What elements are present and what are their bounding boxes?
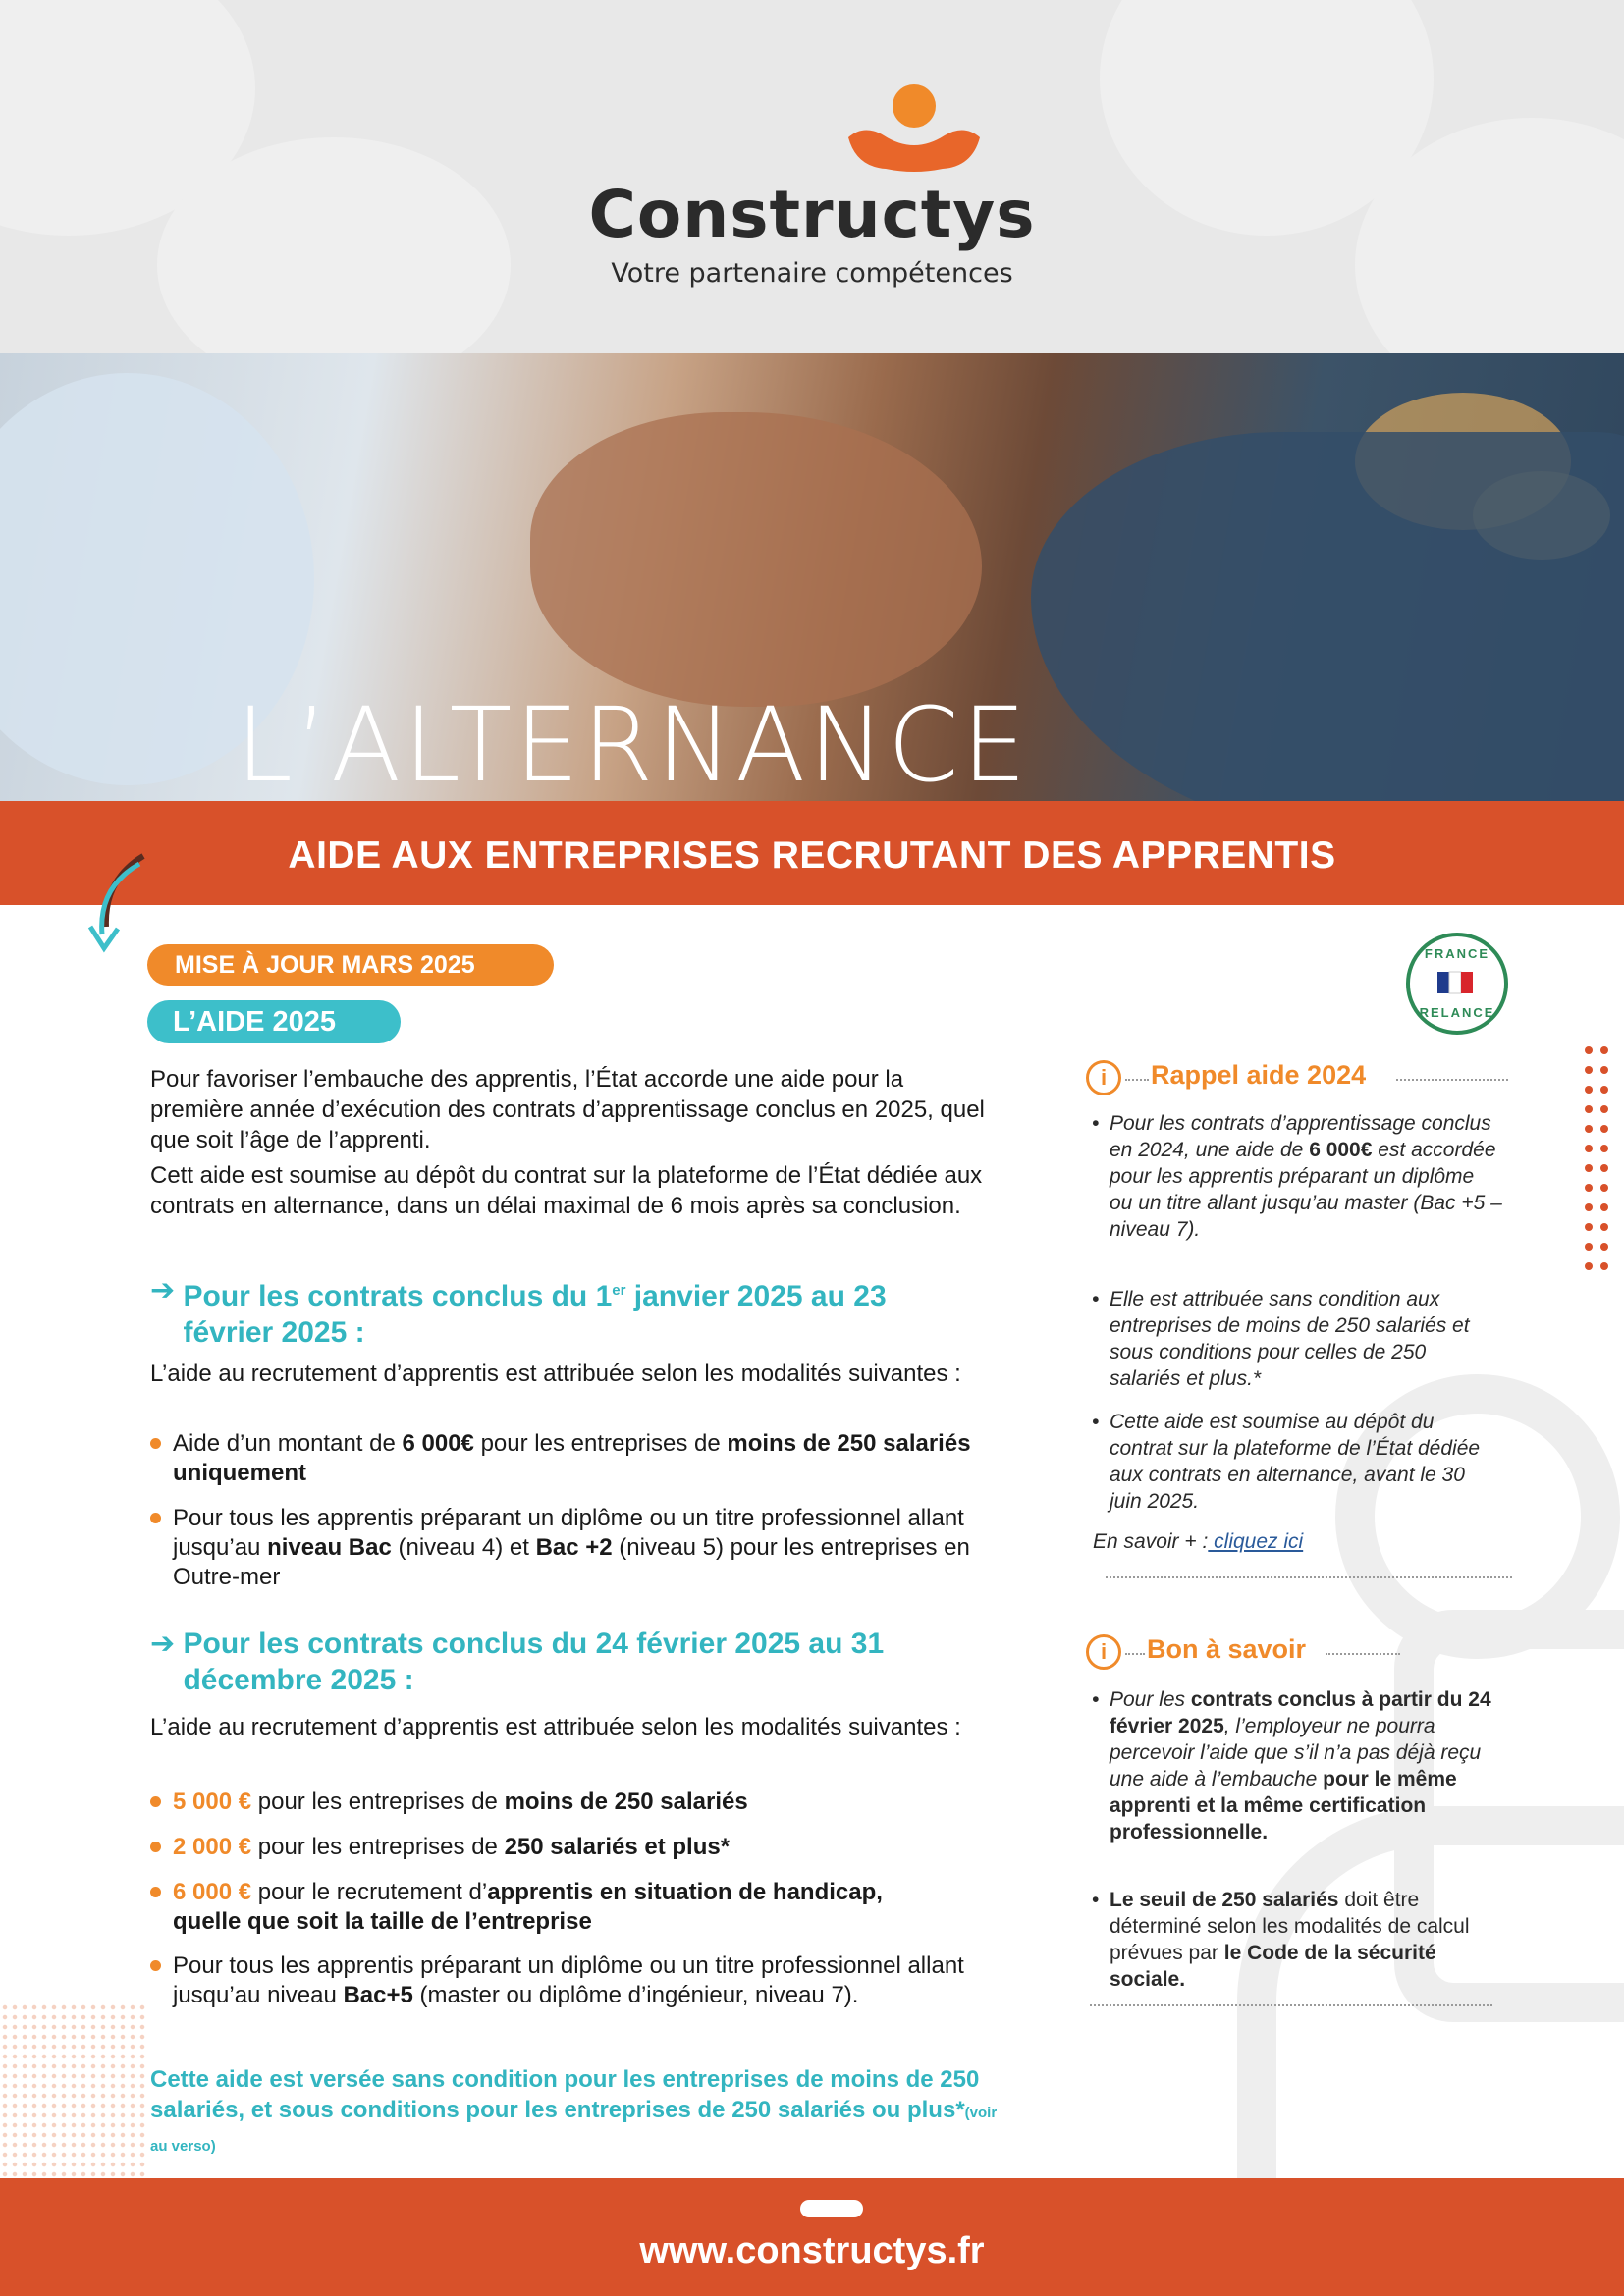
text: (niveau 4) et xyxy=(391,1534,536,1561)
text: Pour tous les apprentis préparant un diplôme ou un titre professionnel allant jusqu’au niveau xyxy=(173,1952,964,2008)
seal-bottom-text: RELANCE xyxy=(1419,1005,1495,1020)
section1-lead: L’aide au recrutement d’apprentis est attribuée selon les modalités suivantes : xyxy=(150,1361,961,1387)
info-icon: i xyxy=(1086,1060,1121,1095)
amount: 6 000 € xyxy=(173,1879,252,1905)
text: pour les entreprises de xyxy=(473,1430,728,1457)
emphasis: Bac+5 xyxy=(343,1982,413,2008)
text: est accordée pour les apprentis préparant un diplôme ou un titre allant jusqu’au master (Bac +5 – niveau 7). xyxy=(1110,1139,1502,1241)
more-info-link[interactable]: cliquez ici xyxy=(1208,1530,1304,1553)
arrow-right-icon: ➔ xyxy=(150,1274,176,1307)
brand-name: Constructys xyxy=(588,177,1036,252)
text: (niveau 5) pour les entreprises en Outre-mer xyxy=(173,1534,970,1590)
constructys-logo-icon xyxy=(844,80,984,179)
footer-handle-icon xyxy=(800,2200,863,2217)
section1-heading-sup: er xyxy=(612,1282,626,1299)
rappel-more xyxy=(1093,1528,1505,1555)
emphasis: apprentis en situation de handicap, quelle que soit la taille de l’entreprise xyxy=(173,1879,883,1935)
bullet-mark: • xyxy=(1092,1411,1100,1433)
divider xyxy=(1125,1653,1145,1655)
text: pour les entreprises de xyxy=(251,1834,505,1860)
note-reference: (voir au verso) xyxy=(150,2105,998,2155)
bullet-mark: • xyxy=(1092,1112,1100,1135)
rappel-title: Rappel aide 2024 xyxy=(1151,1060,1367,1090)
section2-bullet-3 xyxy=(173,1878,919,1937)
section2-bullet-1 xyxy=(173,1788,998,1817)
seal-top-text: FRANCE xyxy=(1424,946,1490,961)
bullet-mark: • xyxy=(1092,1688,1100,1711)
divider xyxy=(1326,1653,1400,1655)
section2-heading xyxy=(150,1626,995,1698)
section1-heading-end: janvier 2025 au 23 février 2025 : xyxy=(183,1280,887,1349)
emphasis: pour le même apprenti et la même certification professionnelle. xyxy=(1110,1768,1457,1843)
section1-heading xyxy=(150,1272,995,1351)
intro-paragraph-1: Pour favoriser l’embauche des apprentis, l’État accorde une aide pour la première année d’exécution des contrats d’apprentissage conclus en 2025, quel que soit l’âge de l’apprenti. xyxy=(150,1066,985,1153)
banner-title: AIDE AUX ENTREPRISES RECRUTANT DES APPRENTIS xyxy=(288,834,1336,877)
emphasis: moins de 250 salariés xyxy=(504,1789,748,1815)
section1-bullet-2 xyxy=(173,1504,988,1592)
rappel-item-1 xyxy=(1090,1110,1502,1243)
divider xyxy=(1125,1079,1149,1081)
dot-pattern xyxy=(1583,1044,1612,1286)
more-label: En savoir + : xyxy=(1093,1530,1209,1553)
aid-badge: L’AIDE 2025 xyxy=(147,1000,401,1043)
emphasis: le Code de la sécurité sociale. xyxy=(1110,1942,1436,1991)
emphasis: Bac +2 xyxy=(535,1534,613,1561)
emphasis: Le seuil de 250 salariés xyxy=(1110,1889,1339,1911)
denim-sleeve-shape xyxy=(1031,432,1624,801)
emphasis: moins de 250 salariés uniquement xyxy=(173,1430,971,1486)
bon-title: Bon à savoir xyxy=(1147,1634,1307,1664)
info-icon: i xyxy=(1086,1634,1121,1670)
update-badge: MISE À JOUR MARS 2025 xyxy=(147,944,554,986)
divider xyxy=(1396,1079,1508,1081)
bullet-dot xyxy=(150,1960,161,1971)
section2-heading-text: Pour les contrats conclus du 24 février 2025 au 31 décembre 2025 : xyxy=(183,1628,885,1696)
halftone-pattern xyxy=(0,2002,147,2179)
handshake-shape xyxy=(530,412,982,707)
text: Elle est attribuée sans condition aux entreprises de moins de 250 salariés et sous conditions pour celles de 250 salariés et plus.* xyxy=(1110,1288,1470,1390)
note-text: Cette aide est versée sans condition pour les entreprises de moins de 250 salariés, et sous conditions pour les entreprises de 250 salariés ou plus* xyxy=(150,2066,980,2123)
bon-item-2 xyxy=(1090,1887,1502,1993)
text: pour les entreprises de xyxy=(251,1789,505,1815)
bullet-mark: • xyxy=(1092,1288,1100,1310)
website-link[interactable]: www.constructys.fr xyxy=(639,2230,985,2271)
brand-block xyxy=(0,177,1624,289)
text: pour le recrutement d’ xyxy=(251,1879,488,1905)
text: , l’employeur ne pourra percevoir l’aide que s’il n’a pas déjà reçu une aide à l’embauche xyxy=(1110,1715,1482,1790)
divider xyxy=(1090,2004,1492,2006)
france-relance-seal xyxy=(1406,933,1508,1035)
text: (master ou diplôme d’ingénieur, niveau 7). xyxy=(412,1982,859,2008)
hero-title: L’ALTERNANCE xyxy=(236,685,1030,801)
text: Cette aide est soumise au dépôt du contrat sur la plateforme de l’État dédiée aux contrats en alternance, avant le 30 juin 2025. xyxy=(1110,1411,1481,1513)
decor-shoulder-outline xyxy=(1237,1806,1624,2218)
curved-arrow-icon xyxy=(84,850,153,968)
amount: 6 000€ xyxy=(1309,1139,1373,1161)
flag-icon xyxy=(1435,968,1481,999)
section1-heading-start: Pour les contrats conclus du 1 xyxy=(183,1280,613,1312)
bullet-dot xyxy=(150,1842,161,1852)
emphasis: contrats conclus à partir du 24 février 2025 xyxy=(1110,1688,1491,1737)
amount: 6 000€ xyxy=(402,1430,474,1457)
section2-lead: L’aide au recrutement d’apprentis est attribuée selon les modalités suivantes : xyxy=(150,1714,961,1740)
arrow-right-icon: ➔ xyxy=(150,1628,176,1660)
text: doit être déterminé selon les modalités de calcul prévues par xyxy=(1110,1889,1470,1964)
divider xyxy=(1106,1576,1512,1578)
section2-note xyxy=(150,2064,1004,2162)
bullet-dot xyxy=(150,1513,161,1523)
amount: 2 000 € xyxy=(173,1834,252,1860)
text: Pour les contrats d’apprentissage conclus en 2024, une aide de xyxy=(1110,1112,1491,1161)
section1-bullet-1 xyxy=(173,1429,998,1488)
intro-paragraph-2: Cett aide est soumise au dépôt du contrat sur la plateforme de l’État dédiée aux contrats en alternance, dans un délai maximal de 6 mois après sa conclusion. xyxy=(150,1162,983,1219)
emphasis: niveau Bac xyxy=(267,1534,392,1561)
text: Pour les xyxy=(1110,1688,1191,1711)
text: Pour tous les apprentis préparant un diplôme ou un titre professionnel allant jusqu’au xyxy=(173,1505,964,1561)
bullet-dot xyxy=(150,1796,161,1807)
bon-item-1 xyxy=(1090,1686,1502,1845)
bullet-dot xyxy=(150,1438,161,1449)
section2-bullet-2 xyxy=(173,1833,998,1862)
section2-bullet-4 xyxy=(173,1951,988,2010)
text: Aide d’un montant de xyxy=(173,1430,403,1457)
amount: 5 000 € xyxy=(173,1789,252,1815)
emphasis: 250 salariés et plus* xyxy=(504,1834,731,1860)
hero-photo xyxy=(0,353,1624,801)
bullet-dot xyxy=(150,1887,161,1897)
rappel-item-3 xyxy=(1090,1409,1502,1515)
brand-tagline: Votre partenaire compétences xyxy=(611,258,1013,289)
bullet-mark: • xyxy=(1092,1889,1100,1911)
rappel-item-2 xyxy=(1090,1286,1502,1392)
